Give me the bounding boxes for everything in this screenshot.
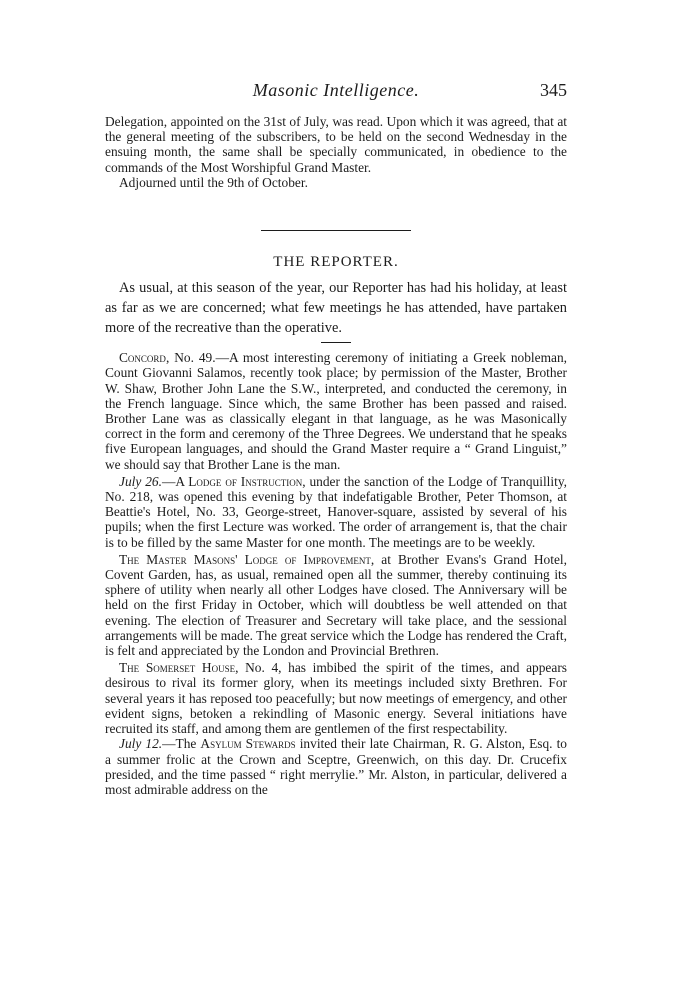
concord-paragraph: [105, 350, 567, 472]
instruction-text: , under the sanction of the Lodge of Tranquillity, No. 218, was opened this evening by that indefatigable Brother, Peter Thomson, at Beattie's Hotel, No. 33, George-street, Hanover-square, assisted by several of his pupils; when the first Lecture was worked. The order of arrangement is, that the chair is to be filled by the same Master for one month. The meetings are to be weekly.: [105, 473, 567, 550]
somerset-text: , No. 4, has imbibed the spirit of the times, and appears desirous to rival its former glory, when its meetings included sixty Brethren. For several years it has reposed too peacefully; but now meetings of emergency, and other evident signs, betoken a rekindling of Masonic energy. Several initiations have recruited its staff, and among them are gentlemen of the first respectability.: [105, 660, 567, 737]
improvement-paragraph: [105, 552, 567, 658]
page-number: 345: [540, 80, 567, 100]
asylum-text: invited their late Chairman, R. G. Alston, Esq. to a summer frolic at the Crown and Sceptre, Greenwich, on this day. Dr. Crucefix presided, and the time passed “ right merrylie.” Mr. Alston, in particular, delivered a most admirable address on the: [105, 736, 567, 797]
concord-text: , No. 49.—A most interesting ceremony of initiating a Greek nobleman, Count Giovanni Salamos, recently took place; by permission of the Master, Brother W. Shaw, Brother John Lane the S.W., interpreted, and conducted the ceremony, in the French language. Since which, the same Brother has been passed and raised. Brother Lane was as classically elegant in that language, as he was Masonically correct in the form and ceremony of the Three Degrees. We understand that he speaks five European languages, and should the Grand Master require a “ Grand Linguist,” we should say that Brother Lane is the man.: [105, 350, 567, 472]
improvement-lead: The Master Masons' Lodge of Improvement: [119, 551, 371, 567]
concord-lead: Concord: [119, 350, 166, 366]
instruction-paragraph: [105, 474, 567, 550]
somerset-paragraph: [105, 660, 567, 736]
running-title: Masonic Intelligence.: [252, 80, 420, 100]
running-head: [105, 80, 567, 104]
section-divider: [261, 230, 411, 231]
asylum-dash: —The: [162, 736, 201, 752]
reporter-intro: As usual, at this season of the year, our Reporter has had his holiday, at least as far as we are concerned; what few meetings he has attended, have partaken more of the recreative than the operative.: [105, 280, 567, 337]
asylum-paragraph: [105, 736, 567, 797]
somerset-lead: The Somerset House: [119, 660, 236, 676]
improvement-text: , at Brother Evans's Grand Hotel, Covent Garden, has, as usual, remained open all the summer, thereby continuing its sphere of utility when nearly all other Lodges have closed. The Anniversary will be held on the first Friday in October, which will doubtless be well attended on that evening. The election of Treasurer and Secretary will take place, and the sessional arrangements will be made. The great service which the Lodge has rendered the Craft, is felt and appreciated by the London and Provincial Brethren.: [105, 551, 567, 659]
short-divider: [321, 342, 351, 343]
asylum-lead: Asylum Stewards: [200, 736, 296, 752]
section-title: THE REPORTER.: [273, 254, 399, 271]
asylum-date: July 12.: [119, 736, 163, 752]
body-text: [105, 114, 567, 797]
instruction-lead: Lodge of Instruction: [188, 473, 303, 489]
instruction-dash: —A: [161, 473, 189, 489]
delegation-paragraph: Delegation, appointed on the 31st of July, was read. Upon which it was agreed, that at the general meeting of the subscribers, to be held on the second Wednesday in the ensuing month, the same shall be specially communicated, in obedience to the commands of the Most Worshipful Grand Master.: [105, 114, 567, 175]
instruction-date: July 26.: [119, 473, 162, 489]
adjourned-line: Adjourned until the 9th of October.: [119, 174, 308, 190]
